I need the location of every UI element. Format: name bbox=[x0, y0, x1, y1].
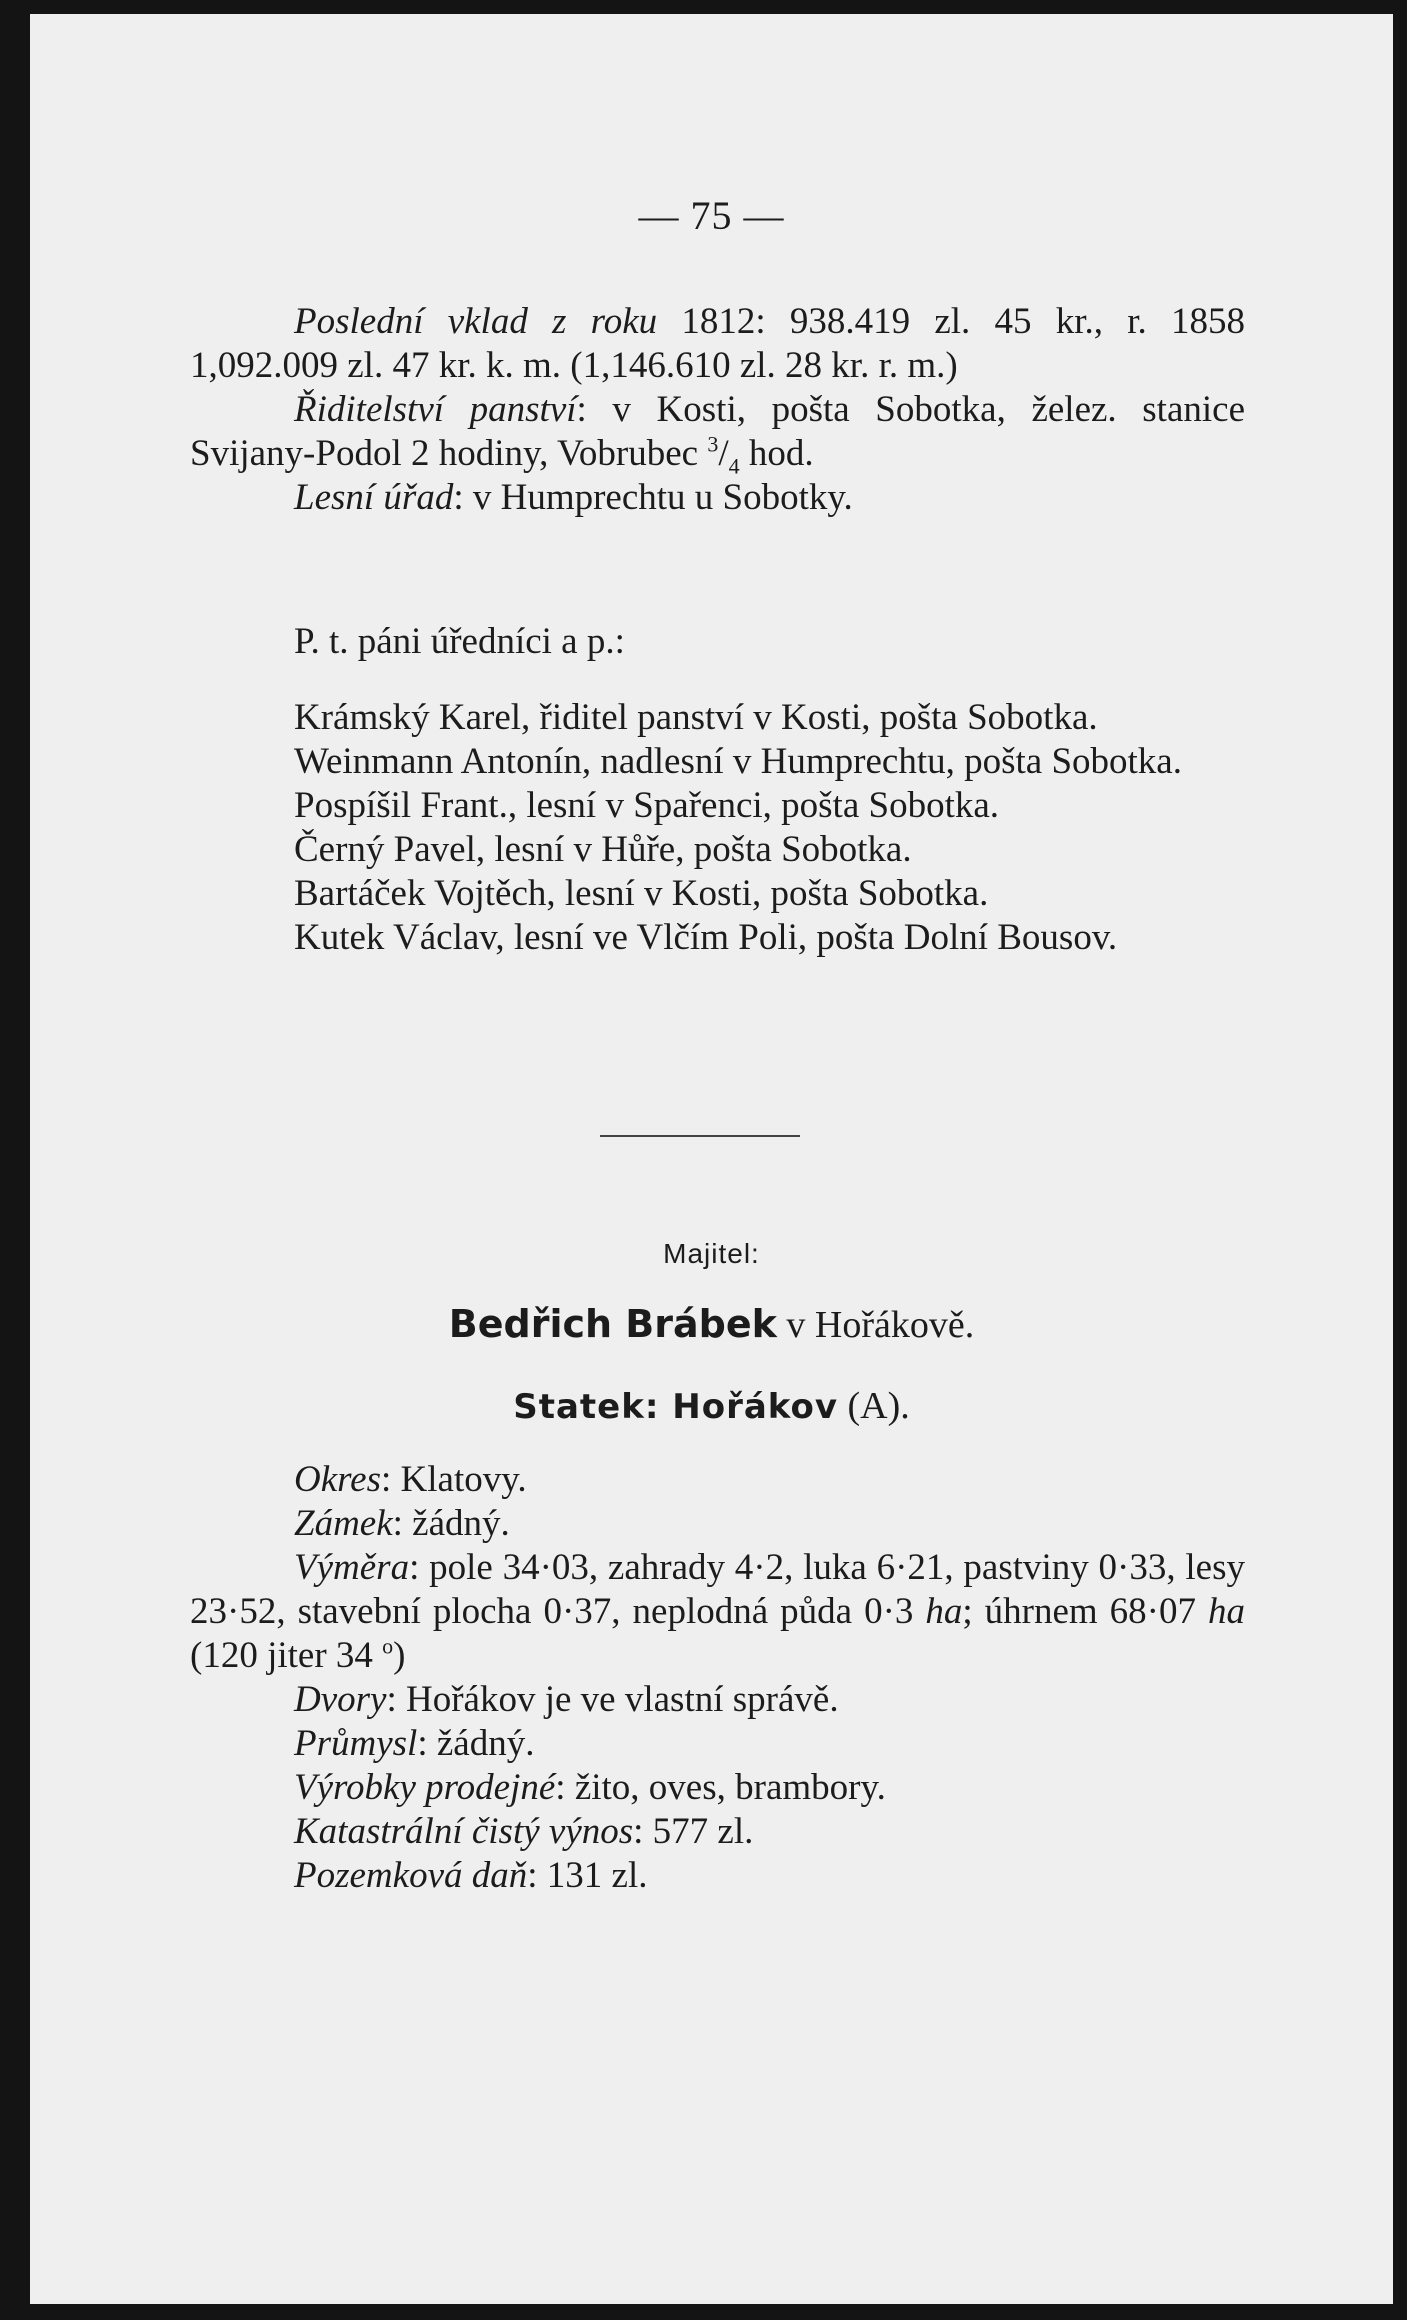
prumysl-label: Průmysl bbox=[294, 1723, 418, 1764]
owner-name bbox=[30, 1302, 1393, 1347]
last-deposit-text: 1812: 938.419 zl. 45 kr., r. 1858 1,092.009 zl. 47 kr. k. m. (1,146.610 zl. 28 kr. r. m.) bbox=[190, 301, 1245, 386]
dan-text: : 131 zl. bbox=[527, 1855, 648, 1896]
vymera-text: : pole 34·03, zahrady 4·2, luka 6·21, pastviny 0·33, lesy 23·52, stavební plocha 0·37, neplodná půda 0·3 bbox=[190, 1547, 1245, 1632]
detail-dan bbox=[190, 1854, 1245, 1898]
vyrobky-label: Výrobky prodejné bbox=[294, 1767, 556, 1808]
dvory-text: : Hořákov je ve vlastní správě. bbox=[386, 1679, 839, 1720]
forest-office-paragraph bbox=[190, 476, 1245, 520]
hectare-unit: ha bbox=[925, 1591, 963, 1632]
dan-label: Pozemková daň bbox=[294, 1855, 528, 1896]
detail-dvory bbox=[190, 1678, 1245, 1722]
officials-heading: P. t. páni úředníci a p.: bbox=[294, 621, 625, 662]
zamek-label: Zámek bbox=[294, 1503, 393, 1544]
scan-edge-top bbox=[0, 0, 1407, 14]
staff-entry: Bartáček Vojtěch, lesní v Kosti, pošta Sobotka. bbox=[294, 873, 989, 914]
staff-entry: Krámský Karel, řiditel panství v Kosti, pošta Sobotka. bbox=[294, 697, 1098, 738]
estate-info-block bbox=[190, 300, 1245, 520]
dvory-label: Dvory bbox=[294, 1679, 387, 1720]
fraction-denominator: 4 bbox=[728, 453, 740, 479]
directorate-paragraph bbox=[190, 388, 1245, 479]
staff-entry: Kutek Václav, lesní ve Vlčím Poli, pošta Dolní Bousov. bbox=[294, 917, 1118, 958]
prumysl-text: : žádný. bbox=[417, 1723, 535, 1764]
vymera-close: ) bbox=[393, 1635, 406, 1676]
vyrobky-text: : žito, oves, brambory. bbox=[555, 1767, 886, 1808]
staff-entry: Pospíšil Frant., lesní v Spařenci, pošta Sobotka. bbox=[294, 785, 1000, 826]
directorate-text-end: hod. bbox=[739, 433, 814, 474]
section-divider bbox=[600, 1135, 800, 1137]
estate-title-rest: (A). bbox=[838, 1385, 910, 1427]
hectare-unit: ha bbox=[1208, 1591, 1245, 1632]
detail-prumysl bbox=[190, 1722, 1245, 1766]
staff-list bbox=[190, 696, 1245, 960]
owner-label: Majitel: bbox=[663, 1238, 760, 1269]
fraction-numerator: 3 bbox=[707, 431, 719, 457]
detail-vymera bbox=[190, 1546, 1245, 1678]
katastr-label: Katastrální čistý výnos bbox=[294, 1811, 634, 1852]
okres-text: : Klatovy. bbox=[381, 1459, 527, 1500]
vymera-label: Výměra bbox=[294, 1547, 410, 1588]
directorate-label: Řiditelství panství bbox=[294, 389, 577, 430]
last-deposit-paragraph bbox=[190, 300, 1245, 388]
okres-label: Okres bbox=[294, 1459, 381, 1500]
estate-title bbox=[30, 1384, 1393, 1428]
officials-block bbox=[190, 620, 1245, 664]
fraction-slash: / bbox=[718, 433, 729, 474]
detail-katastr bbox=[190, 1810, 1245, 1854]
last-deposit-label: Poslední vklad z roku bbox=[294, 301, 658, 342]
vymera-jiter: (120 jiter 34 bbox=[190, 1635, 383, 1676]
staff-entry: Weinmann Antonín, nadlesní v Humprechtu, pošta Sobotka. bbox=[294, 741, 1182, 782]
forest-office-label: Lesní úřad bbox=[294, 477, 454, 518]
detail-zamek bbox=[190, 1502, 1245, 1546]
owner-location: v Hořákově. bbox=[776, 1304, 975, 1346]
detail-okres bbox=[190, 1458, 1245, 1502]
square-fathom-mark: o bbox=[382, 1633, 394, 1659]
detail-vyrobky bbox=[190, 1766, 1245, 1810]
estate-title-bold: Statek: Hořákov bbox=[513, 1387, 839, 1427]
zamek-text: : žádný. bbox=[392, 1503, 510, 1544]
directorate-text: : v Kosti, pošta Sobotka, želez. stanice Svijany-Podol 2 hodiny, Vobrubec bbox=[190, 389, 1245, 474]
forest-office-text: : v Humprechtu u Sobotky. bbox=[453, 477, 853, 518]
page-number: — 75 — bbox=[638, 193, 785, 238]
staff-entry: Černý Pavel, lesní v Hůře, pošta Sobotka. bbox=[294, 829, 912, 870]
book-page bbox=[30, 14, 1393, 2304]
owner-name-bold: Bedřich Brábek bbox=[448, 1302, 777, 1346]
katastr-text: : 577 zl. bbox=[633, 1811, 754, 1852]
vymera-total: ; úhrnem 68·07 bbox=[962, 1591, 1208, 1632]
scan-edge-left bbox=[0, 0, 30, 2320]
estate-details bbox=[190, 1458, 1245, 1898]
